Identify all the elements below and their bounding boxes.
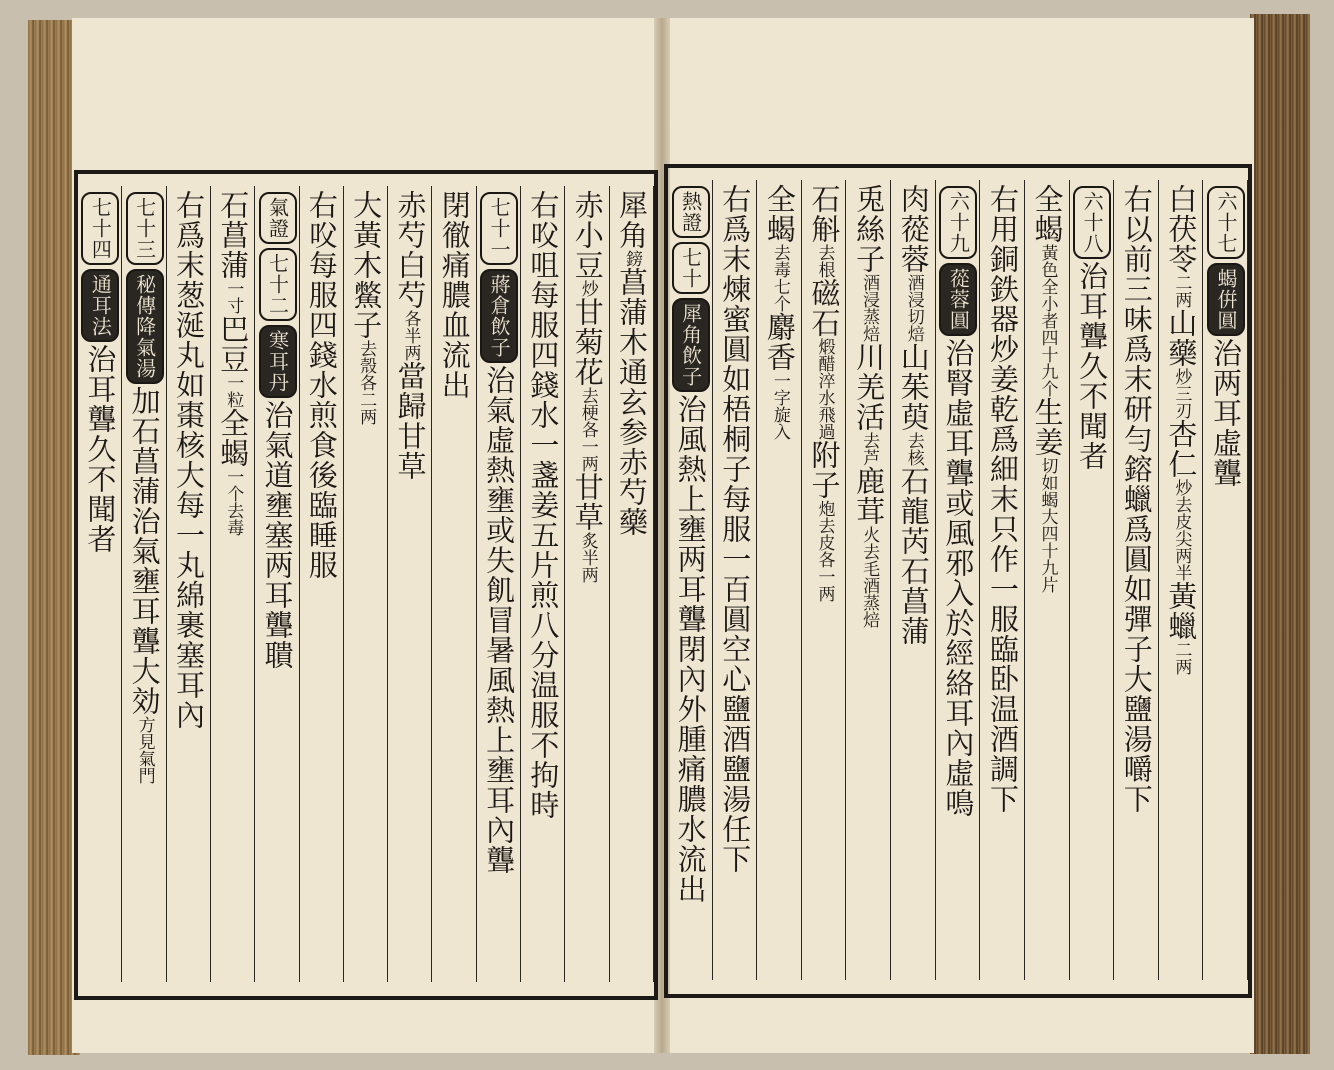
text-column	[802, 180, 847, 980]
main-text: 閉徹痛膿血流出	[437, 190, 472, 400]
main-text: 黃蠟	[1164, 581, 1199, 641]
text-column	[565, 186, 609, 982]
annotation-text: 二两	[1171, 641, 1192, 675]
main-text: 右㕮每服四錢水煎食後臨睡服	[304, 190, 339, 580]
main-text: 赤芍	[393, 190, 428, 250]
annotation-text: 切如蝎大四十九片	[1037, 457, 1058, 593]
section-number-badge: 氣證	[259, 192, 297, 244]
main-text: 加石菖蒲治氣壅耳聾大効	[127, 386, 162, 716]
section-number-badge: 七十一	[480, 192, 518, 265]
prescription-title-badge: 通耳法	[81, 269, 119, 342]
main-text: 赤小豆	[570, 190, 605, 280]
annotation-text: 一字旋入	[769, 372, 790, 440]
section-number-badge: 七十	[672, 242, 710, 294]
main-text: 山藥	[1164, 308, 1199, 368]
text-column	[713, 180, 758, 980]
left-text-block	[78, 178, 654, 990]
annotation-text: 黃色全小者四十九个	[1037, 244, 1058, 397]
main-text: 菖蒲	[615, 267, 649, 327]
main-text: 右爲末葱涎丸如棗核大每一丸綿裹塞耳內	[171, 190, 206, 730]
annotation-text: 去梗各一两	[577, 387, 598, 472]
main-text: 鹿茸	[852, 466, 887, 526]
main-text: 全蝎	[216, 408, 251, 468]
text-column	[610, 186, 654, 982]
annotation-text: 酒浸切焙	[903, 274, 924, 342]
main-text: 山茱萸	[896, 342, 931, 432]
text-column	[757, 180, 802, 980]
annotation-text: 去芦	[859, 432, 880, 466]
annotation-text: 酒浸蒸焙	[859, 274, 880, 342]
annotation-text: 一个去毒	[223, 468, 244, 536]
main-text: 治風熱上壅两耳聾閉內外腫痛膿水流出	[673, 394, 708, 904]
main-text: 犀角	[615, 190, 649, 250]
text-column	[432, 186, 476, 982]
text-column	[1203, 180, 1248, 980]
main-text: 全蝎	[762, 184, 797, 244]
text-column	[167, 186, 211, 982]
main-text: 川羌活	[852, 342, 887, 432]
annotation-text: 一寸	[223, 280, 244, 314]
text-column	[1025, 180, 1070, 980]
annotation-text: 方見氣門	[134, 716, 155, 784]
main-text: 甘草	[393, 421, 428, 481]
annotation-text: 炒去皮尖两半	[1171, 479, 1192, 581]
prescription-title-badge: 蓯蓉圓	[939, 263, 977, 336]
annotation-text: 二两	[1171, 274, 1192, 308]
annotation-text: 一粒	[223, 374, 244, 408]
main-text: 治两耳虛聾	[1209, 338, 1243, 488]
text-column	[1070, 180, 1115, 980]
prescription-title-badge: 蝎倂圓	[1207, 263, 1245, 336]
annotation-text: 去毒七个	[769, 244, 790, 312]
main-text: 治氣虛熱壅或失飢冒暑風熱上壅耳內聾	[482, 365, 517, 875]
annotation-text: 煅醋淬水飛過	[814, 338, 835, 440]
main-text: 甘菊花	[570, 297, 605, 387]
text-column	[668, 180, 713, 980]
annotation-text: 去根	[814, 244, 835, 278]
text-column	[388, 186, 432, 982]
main-text: 白茯苓	[1164, 184, 1199, 274]
text-column	[477, 186, 521, 982]
annotation-text: 炮去皮各一两	[814, 500, 835, 602]
main-text: 生姜	[1030, 397, 1065, 457]
main-text: 附子	[807, 440, 842, 500]
text-column	[122, 186, 166, 982]
main-text: 治耳聾久不聞者	[83, 344, 118, 554]
main-text: 右以前三味爲末研勻鎔蠟爲圓如彈子大鹽湯嚼下	[1119, 184, 1154, 814]
main-text: 巴豆	[216, 314, 251, 374]
annotation-text: 炒	[577, 280, 598, 297]
text-column	[1159, 180, 1204, 980]
annotation-text: 炙半两	[577, 532, 598, 583]
main-text: 麝香	[762, 312, 797, 372]
main-text: 石龍芮	[896, 466, 931, 556]
prescription-title-badge: 寒耳丹	[259, 325, 297, 398]
main-text: 木鱉子	[349, 250, 384, 340]
main-text: 肉蓯蓉	[896, 184, 931, 274]
main-text: 玄参	[615, 387, 649, 447]
main-text: 治耳聾久不聞者	[1075, 261, 1110, 471]
main-text: 白芍	[393, 250, 428, 310]
main-text: 當歸	[393, 361, 428, 421]
section-number-badge: 七十二	[259, 248, 297, 321]
prescription-title-badge: 蔣倉飲子	[480, 269, 518, 363]
main-text: 兎絲子	[852, 184, 887, 274]
main-text: 赤芍藥	[615, 447, 649, 537]
main-text: 大黃	[349, 190, 384, 250]
text-column	[980, 180, 1025, 980]
annotation-text: 各半两	[400, 310, 421, 361]
main-text: 木通	[615, 327, 649, 387]
annotation-text: 鎊	[622, 250, 642, 267]
main-text: 杏仁	[1164, 419, 1199, 479]
section-number-badge: 六十七	[1207, 186, 1245, 259]
section-number-badge: 六十八	[1073, 186, 1111, 259]
text-column	[211, 186, 255, 982]
main-text: 全蝎	[1030, 184, 1065, 244]
text-column	[891, 180, 936, 980]
text-column	[1114, 180, 1159, 980]
prescription-title-badge: 犀角飲子	[672, 298, 710, 392]
annotation-text: 去核	[903, 432, 924, 466]
text-column	[521, 186, 565, 982]
main-text: 石斛	[807, 184, 842, 244]
right-text-block	[668, 172, 1248, 988]
text-column	[846, 180, 891, 980]
text-column	[936, 180, 981, 980]
text-column	[78, 186, 122, 982]
right-page-edges	[1250, 14, 1310, 1054]
main-text: 右爲末煉蜜圓如梧桐子每服一百圓空心鹽酒鹽湯任下	[718, 184, 753, 874]
main-text: 甘草	[570, 472, 605, 532]
text-column	[300, 186, 344, 982]
annotation-text: 炒三刃	[1171, 368, 1192, 419]
section-number-badge: 七十三	[126, 192, 164, 265]
section-number-badge: 熱證	[672, 186, 710, 238]
main-text: 石菖蒲	[896, 556, 931, 646]
prescription-title-badge: 秘傳降氣湯	[126, 269, 164, 384]
annotation-text: 火去毛酒蒸焙	[859, 526, 880, 628]
main-text: 治氣道壅塞两耳聾聵	[260, 400, 295, 670]
main-text: 右㕮咀每服四錢水一盞姜五片煎八分温服不拘時	[526, 190, 561, 820]
annotation-text: 去殼各二两	[356, 340, 377, 425]
main-text: 右用銅鉄器炒姜乾爲細末只作一服臨卧温酒調下	[985, 184, 1020, 814]
text-column	[255, 186, 299, 982]
main-text: 磁石	[807, 278, 842, 338]
main-text: 石菖蒲	[216, 190, 251, 280]
section-number-badge: 七十四	[81, 192, 119, 265]
text-column	[344, 186, 388, 982]
main-text: 治腎虛耳聾或風邪入於經絡耳內虛鳴	[941, 338, 976, 818]
section-number-badge: 六十九	[939, 186, 977, 259]
